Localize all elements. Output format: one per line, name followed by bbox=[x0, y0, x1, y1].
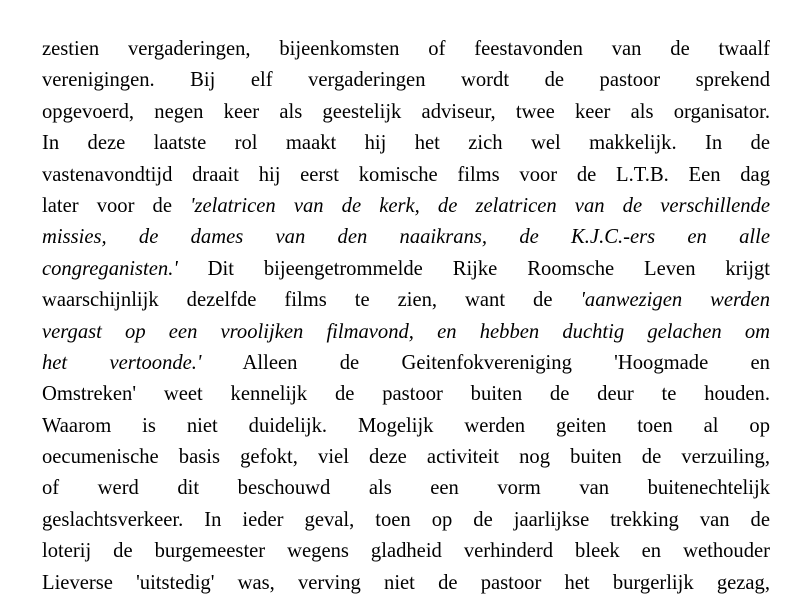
line-text: Dit bijeengetrommelde Rijke Roomsche Leven krijgt bbox=[177, 257, 770, 280]
text-line bbox=[42, 128, 770, 159]
document-page bbox=[42, 34, 770, 599]
text-line bbox=[42, 191, 770, 222]
text-line bbox=[42, 536, 770, 567]
line-text: oecumenische basis gefokt, viel deze activiteit nog buiten de verzuiling, bbox=[42, 446, 770, 469]
line-text: verenigingen. Bij elf vergaderingen wordt de pastoor sprekend bbox=[42, 69, 770, 92]
line-text: loterij de burgemeester wegens gladheid verhinderd bleek en wethouder bbox=[42, 540, 770, 563]
line-text: vastenavondtijd draait hij eerst komische films voor de L.T.B. Een dag bbox=[42, 163, 770, 186]
italic-quote-text: 'aanwezigen werden bbox=[580, 289, 770, 312]
text-line bbox=[42, 317, 770, 348]
line-text: In deze laatste rol maakt hij het zich wel makkelijk. In de bbox=[42, 132, 770, 155]
text-line bbox=[42, 34, 770, 65]
text-line bbox=[42, 65, 770, 96]
line-text: waarschijnlijk dezelfde films te zien, want de bbox=[42, 289, 581, 312]
line-text: of werd dit beschouwd als een vorm van buitenechtelijk bbox=[42, 477, 770, 500]
italic-quote-text: 'zelatricen van de kerk, de zelatricen van de verschillende bbox=[190, 194, 770, 217]
text-line bbox=[42, 473, 770, 504]
text-line bbox=[42, 411, 770, 442]
body-text bbox=[42, 34, 770, 599]
line-text: geslachtsverkeer. In ieder geval, toen op de jaarlijkse trekking van de bbox=[42, 508, 770, 531]
text-line bbox=[42, 160, 770, 191]
text-line bbox=[42, 285, 770, 316]
italic-quote-text: het vertoonde.' bbox=[42, 351, 202, 374]
text-line bbox=[42, 568, 770, 599]
text-line bbox=[42, 97, 770, 128]
line-text: Omstreken' weet kennelijk de pastoor buiten de deur te houden. bbox=[42, 383, 770, 406]
text-line bbox=[42, 442, 770, 473]
text-line bbox=[42, 348, 770, 379]
italic-quote-text: missies, de dames van den naaikrans, de K.J.C.-ers en alle bbox=[42, 226, 770, 249]
text-line bbox=[42, 222, 770, 253]
line-text: zestien vergaderingen, bijeenkomsten of feestavonden van de twaalf bbox=[42, 38, 770, 60]
line-text: Lieverse 'uitstedig' was, verving niet de pastoor het burgerlijk gezag, bbox=[42, 571, 770, 594]
text-line bbox=[42, 254, 770, 285]
italic-quote-text: vergast op een vroolijken filmavond, en hebben duchtig gelachen om bbox=[42, 320, 770, 343]
line-text: Waarom is niet duidelijk. Mogelijk werden geiten toen al op bbox=[42, 414, 770, 437]
text-line bbox=[42, 505, 770, 536]
text-line bbox=[42, 379, 770, 410]
line-text: opgevoerd, negen keer als geestelijk adviseur, twee keer als organisator. bbox=[42, 100, 770, 123]
line-text: later voor de bbox=[42, 194, 191, 217]
italic-quote-text: congreganisten.' bbox=[42, 257, 178, 280]
line-text: Alleen de Geitenfokvereniging 'Hoogmade en bbox=[201, 351, 770, 374]
